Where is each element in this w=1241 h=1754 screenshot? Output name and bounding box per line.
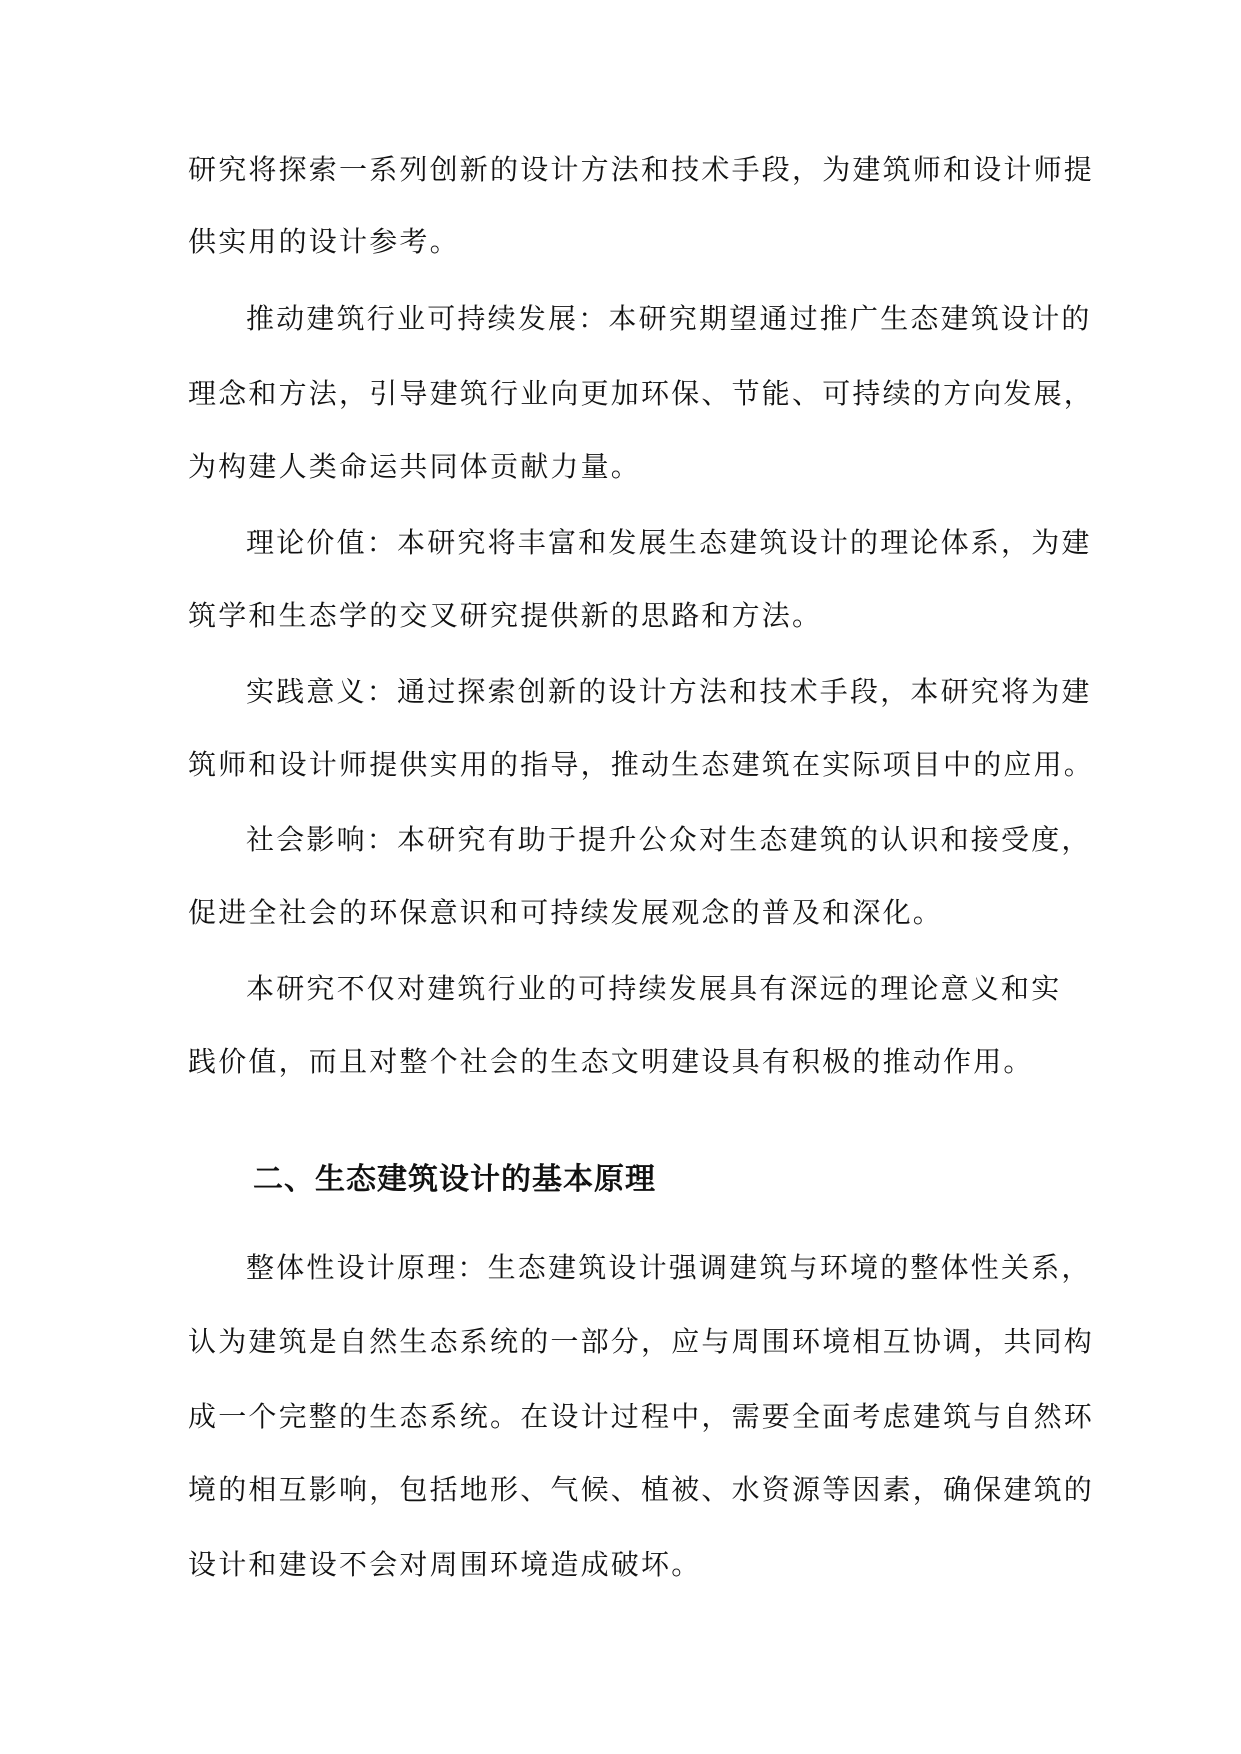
text-line: 践价值，而且对整个社会的生态文明建设具有积极的推动作用。 <box>188 1045 1034 1078</box>
text-line: 理念和方法，引导建筑行业向更加环保、节能、可持续的方向发展， <box>188 377 1095 410</box>
text-line: 理论价值：本研究将丰富和发展生态建筑设计的理论体系，为建 <box>246 526 1092 559</box>
text-line: 认为建筑是自然生态系统的一部分，应与周围环境相互协调，共同构 <box>188 1325 1095 1358</box>
text-line: 实践意义：通过探索创新的设计方法和技术手段，本研究将为建 <box>246 675 1092 708</box>
text-line: 筑师和设计师提供实用的指导，推动生态建筑在实际项目中的应用。 <box>188 748 1095 781</box>
text-line: 设计和建设不会对周围环境造成破坏。 <box>188 1548 702 1581</box>
text-line: 研究将探索一系列创新的设计方法和技术手段，为建筑师和设计师提 <box>188 153 1095 186</box>
text-line: 整体性设计原理：生态建筑设计强调建筑与环境的整体性关系， <box>246 1251 1092 1284</box>
text-line: 推动建筑行业可持续发展：本研究期望通过推广生态建筑设计的 <box>246 302 1092 335</box>
text-line: 成一个完整的生态系统。在设计过程中，需要全面考虑建筑与自然环 <box>188 1400 1095 1433</box>
text-line: 为构建人类命运共同体贡献力量。 <box>188 450 642 483</box>
text-line: 供实用的设计参考。 <box>188 225 460 258</box>
text-line: 社会影响：本研究有助于提升公众对生态建筑的认识和接受度， <box>246 823 1092 856</box>
text-line: 本研究不仅对建筑行业的可持续发展具有深远的理论意义和实 <box>246 972 1062 1005</box>
text-line: 筑学和生态学的交叉研究提供新的思路和方法。 <box>188 599 823 632</box>
section-heading: 二、生态建筑设计的基本原理 <box>253 1162 656 1197</box>
text-line: 促进全社会的环保意识和可持续发展观念的普及和深化。 <box>188 896 944 929</box>
text-line: 境的相互影响，包括地形、气候、植被、水资源等因素，确保建筑的 <box>188 1473 1095 1506</box>
